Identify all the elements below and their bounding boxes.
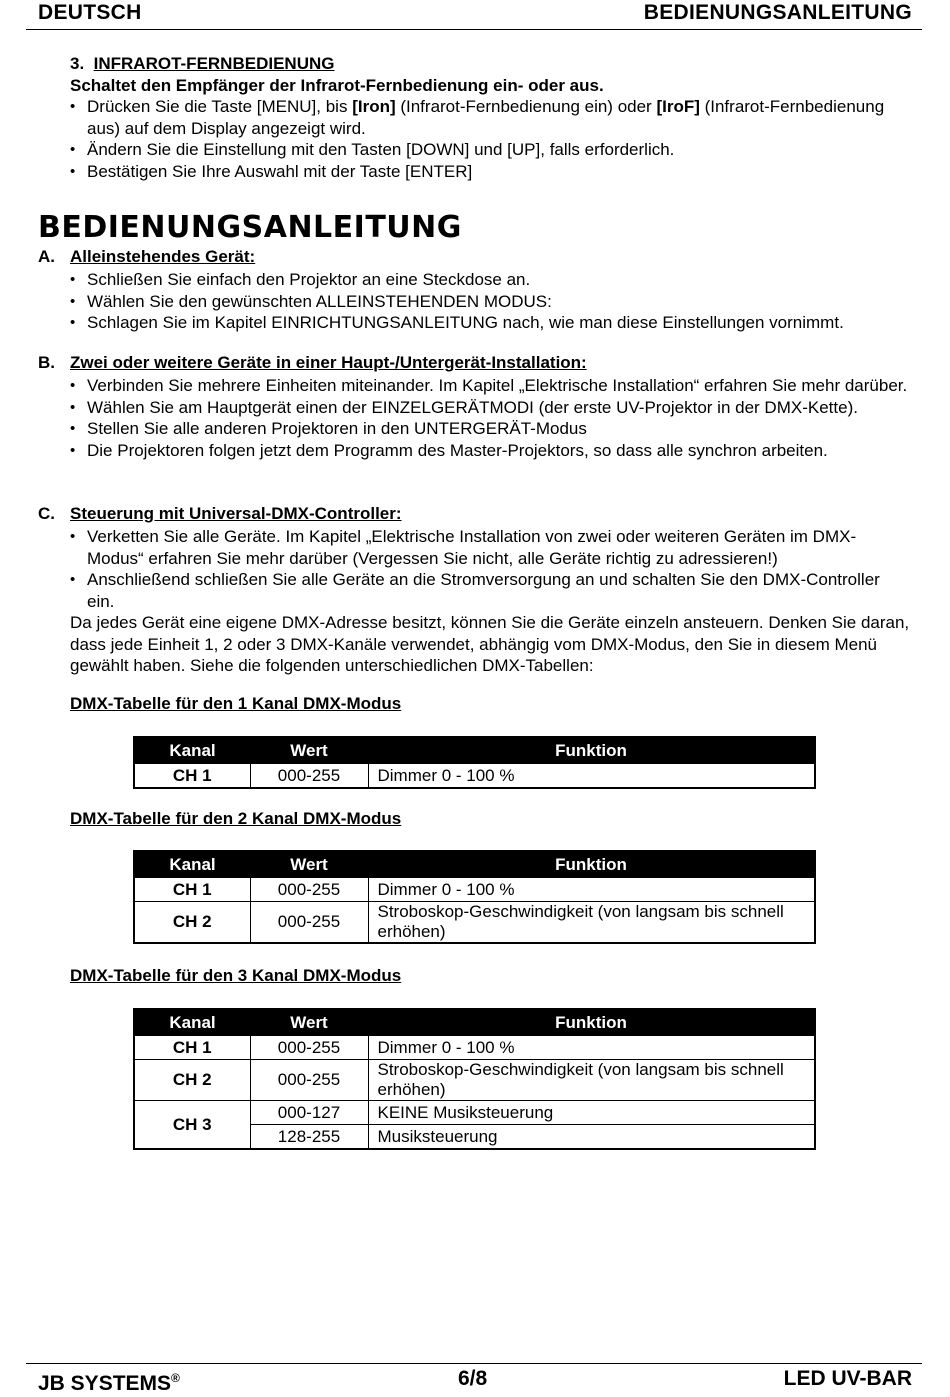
channel-cell: CH 3 xyxy=(134,1101,250,1150)
value-cell: 000-255 xyxy=(250,1036,368,1060)
channel-cell: CH 1 xyxy=(134,1036,250,1060)
header-title: BEDIENUNGSANLEITUNG xyxy=(643,1,912,24)
list-item: • Schließen Sie einfach den Projektor an eine Steckdose an. xyxy=(70,269,910,291)
section-a-list xyxy=(70,269,910,334)
list-item: • Bestätigen Sie Ihre Auswahl mit der Taste [ENTER] xyxy=(70,161,910,183)
table-header-row xyxy=(134,737,815,764)
column-header-kanal: Kanal xyxy=(134,737,250,764)
list-item: • Die Projektoren folgen jetzt dem Programm des Master-Projektors, so dass alle synchron arbeiten. xyxy=(70,440,910,462)
footer-divider xyxy=(26,1363,922,1364)
column-header-funktion: Funktion xyxy=(368,1009,815,1036)
value-cell: 128-255 xyxy=(250,1125,368,1150)
dmx-table-2 xyxy=(133,850,816,944)
value-cell: 000-127 xyxy=(250,1101,368,1125)
section-b-list xyxy=(70,375,910,461)
column-header-funktion: Funktion xyxy=(368,737,815,764)
page-number: 6/8 xyxy=(458,1367,488,1390)
function-cell: Dimmer 0 - 100 % xyxy=(368,764,815,789)
column-header-wert: Wert xyxy=(250,851,368,878)
value-cell: 000-255 xyxy=(250,902,368,944)
list-item: • Wählen Sie den gewünschten ALLEINSTEHENDEN MODUS: xyxy=(70,291,910,313)
ir-remote-section xyxy=(70,53,910,182)
list-item: • Schlagen Sie im Kapitel EINRICHTUNGSANLEITUNG nach, wie man diese Einstellungen vornimmt. xyxy=(70,312,910,334)
column-header-funktion: Funktion xyxy=(368,851,815,878)
page-header xyxy=(38,2,912,28)
list-item: • Wählen Sie am Hauptgerät einen der EINZELGERÄTMODI (der erste UV-Projektor in der DMX-Kette). xyxy=(70,397,910,419)
function-cell: Stroboskop-Geschwindigkeit (von langsam bis schnell erhöhen) xyxy=(368,1060,815,1101)
value-cell: 000-255 xyxy=(250,878,368,902)
footer-product: LED UV-BAR xyxy=(783,1367,912,1390)
list-item: • Ändern Sie die Einstellung mit den Tasten [DOWN] und [UP], falls erforderlich. xyxy=(70,139,910,161)
table-1-caption: DMX-Tabelle für den 1 Kanal DMX-Modus xyxy=(70,694,402,713)
column-header-wert: Wert xyxy=(250,737,368,764)
registered-mark: ® xyxy=(171,1371,180,1385)
table-header-row xyxy=(134,1009,815,1036)
page-footer xyxy=(38,1368,912,1394)
table-row xyxy=(134,1101,815,1125)
list-item: • Drücken Sie die Taste [MENU], bis [Iron] (Infrarot-Fernbedienung ein) oder [IroF] (Infrarot-Fernbedienung aus) auf dem Display angezeigt wird. xyxy=(70,96,910,139)
table-row xyxy=(134,902,815,944)
dmx-table-3 xyxy=(133,1008,816,1150)
list-item: • Stellen Sie alle anderen Projektoren in den UNTERGERÄT-Modus xyxy=(70,418,910,440)
table-2-caption: DMX-Tabelle für den 2 Kanal DMX-Modus xyxy=(70,809,402,828)
channel-cell: CH 2 xyxy=(134,1060,250,1101)
function-cell: Musiksteuerung xyxy=(368,1125,815,1150)
iron-code: [Iron] xyxy=(352,97,396,116)
list-item: • Verketten Sie alle Geräte. Im Kapitel „Elektrische Installation von zwei oder weiteren Geräten im DMX-Modus“ erfahren Sie mehr darüber (Vergessen Sie nicht, alle Geräte richtig zu adressieren!) xyxy=(70,526,910,569)
list-item: • Anschließend schließen Sie alle Geräte an die Stromversorgung an und schalten Sie den DMX-Controller ein. xyxy=(70,569,910,612)
function-cell: Stroboskop-Geschwindigkeit (von langsam bis schnell erhöhen) xyxy=(368,902,815,944)
function-cell: Dimmer 0 - 100 % xyxy=(368,1036,815,1060)
dmx-table-1 xyxy=(133,736,816,789)
column-header-kanal: Kanal xyxy=(134,851,250,878)
header-language: DEUTSCH xyxy=(38,1,142,24)
table-header-row xyxy=(134,851,815,878)
ir-heading xyxy=(70,53,910,75)
ir-number: 3. xyxy=(70,54,85,73)
channel-cell: CH 1 xyxy=(134,878,250,902)
section-c-title: Steuerung mit Universal-DMX-Controller: xyxy=(70,504,402,523)
table-row xyxy=(134,878,815,902)
function-cell: KEINE Musiksteuerung xyxy=(368,1101,815,1125)
section-a-title: Alleinstehendes Gerät: xyxy=(70,247,256,266)
ir-steps xyxy=(70,96,910,182)
section-c-heading: C. Steuerung mit Universal-DMX-Controller: xyxy=(38,504,402,523)
section-a-heading: A. Alleinstehendes Gerät: xyxy=(38,247,256,266)
section-c-body xyxy=(70,526,910,677)
table-row xyxy=(134,1060,815,1101)
value-cell: 000-255 xyxy=(250,1060,368,1101)
ir-title: INFRAROT-FERNBEDIENUNG xyxy=(93,54,335,73)
column-header-kanal: Kanal xyxy=(134,1009,250,1036)
header-divider xyxy=(26,29,922,30)
table-3-caption: DMX-Tabelle für den 3 Kanal DMX-Modus xyxy=(70,966,402,985)
footer-brand: JB SYSTEMS® xyxy=(38,1371,180,1395)
channel-cell: CH 2 xyxy=(134,902,250,944)
ir-subtitle: Schaltet den Empfänger der Infrarot-Fernbedienung ein- oder aus. xyxy=(70,75,604,95)
section-b-heading: B. Zwei oder weitere Geräte in einer Haupt-/Untergerät-Installation: xyxy=(38,353,587,372)
channel-cell: CH 1 xyxy=(134,764,250,789)
main-title: BEDIENUNGSANLEITUNG xyxy=(38,210,462,245)
section-b-title: Zwei oder weitere Geräte in einer Haupt-/Untergerät-Installation: xyxy=(70,353,587,372)
irof-code: [IroF] xyxy=(656,97,700,116)
table-row xyxy=(134,764,815,789)
column-header-wert: Wert xyxy=(250,1009,368,1036)
value-cell: 000-255 xyxy=(250,764,368,789)
section-c-paragraph: Da jedes Gerät eine eigene DMX-Adresse besitzt, können Sie die Geräte einzeln ansteuern. Denken Sie daran, dass jede Einheit 1, 2 oder 3 DMX-Kanäle verwendet, abhängig vom DMX-Modus, den Sie in diesem Menü gewählt haben. Siehe die folgenden unterschiedlichen DMX-Tabellen: xyxy=(70,613,910,675)
table-row xyxy=(134,1036,815,1060)
function-cell: Dimmer 0 - 100 % xyxy=(368,878,815,902)
list-item: • Verbinden Sie mehrere Einheiten miteinander. Im Kapitel „Elektrische Installation“ erfahren Sie mehr darüber. xyxy=(70,375,910,397)
